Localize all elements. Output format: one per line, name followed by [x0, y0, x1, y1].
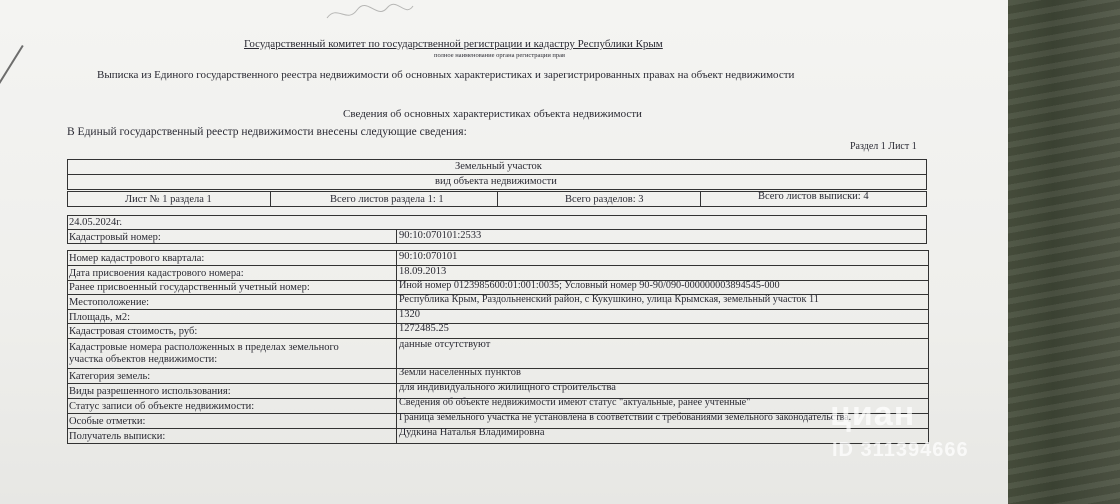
cadastral-number-value: 90:10:070101:2533: [399, 230, 482, 241]
row-label-assign-date: Дата присвоения кадастрового номера:: [69, 268, 244, 279]
sheet-number: Лист № 1 раздела 1: [125, 194, 212, 205]
object-type-caption: вид объекта недвижимости: [435, 176, 557, 187]
row-value-land-category: Земли населенных пунктов: [399, 367, 521, 378]
row-value-previous-number: Иной номер 0123985600:01:001:0035; Условный номер 90-90/090-000000003894545-000: [399, 280, 780, 291]
row-label-previous-number: Ранее присвоенный государственный учетный номер:: [69, 282, 310, 293]
row-label-permitted-use: Виды разрешенного использования:: [69, 386, 231, 397]
cian-logo: циан: [830, 395, 916, 433]
row-value-quarter: 90:10:070101: [399, 251, 458, 262]
row-value-recipient: Дудкина Наталья Владимировна: [399, 427, 545, 438]
row-value-special-notes: Граница земельного участка не установлена в соответствии с требованиями земельного законодательства.: [399, 412, 852, 423]
intro-text: В Единый государственный реестр недвижимости внесены следующие сведения:: [67, 126, 467, 138]
committee-name: Государственный комитет по государственной регистрации и кадастру Республики Крым: [244, 38, 663, 50]
total-sheets-section: Всего листов раздела 1: 1: [330, 194, 444, 205]
scribble-mark: [325, 0, 415, 26]
row-label-quarter: Номер кадастрового квартала:: [69, 253, 205, 264]
listing-id: ID 311394666: [832, 439, 969, 461]
object-type: Земельный участок: [455, 161, 542, 172]
row-value-record-status: Сведения об объекте недвижимости имеют статус "актуальные, ранее учтенные": [399, 397, 751, 408]
issue-date: 24.05.2024г.: [69, 217, 122, 228]
row-value-permitted-use: для индивидуального жилищного строительства: [399, 382, 616, 393]
row-value-cadastral-value: 1272485.25: [399, 323, 449, 334]
row-label-recipient: Получатель выписки:: [69, 431, 166, 442]
extract-title: Выписка из Единого государственного реестра недвижимости об основных характеристиках и зарегистрированных правах на объект недвижимости: [97, 69, 795, 81]
row-label-location: Местоположение:: [69, 297, 150, 308]
row-value-area: 1320: [399, 309, 420, 320]
row-label-special-notes: Особые отметки:: [69, 416, 146, 427]
row-label-cadastral-value: Кадастровая стоимость, руб:: [69, 326, 198, 337]
total-sheets-extract: Всего листов выписки: 4: [758, 191, 869, 202]
row-value-assign-date: 18.09.2013: [399, 266, 447, 277]
cadastral-number-label: Кадастровый номер:: [69, 232, 161, 243]
committee-caption: полное наименование органа регистрации прав: [434, 52, 566, 59]
row-label-record-status: Статус записи об объекте недвижимости:: [69, 401, 255, 412]
row-label-land-category: Категория земель:: [69, 371, 151, 382]
row-value-objects: данные отсутствуют: [399, 339, 491, 350]
section-sheet-label: Раздел 1 Лист 1: [850, 141, 917, 152]
row-label-objects-line2: участка объектов недвижимости:: [69, 354, 218, 365]
row-value-location: Республика Крым, Раздольненский район, с Кукушкино, улица Крымская, земельный участок 11: [399, 294, 819, 305]
info-title: Сведения об основных характеристиках объекта недвижимости: [343, 108, 642, 120]
row-label-objects: Кадастровые номера расположенных в пределах земельного: [69, 342, 339, 353]
total-sections: Всего разделов: 3: [565, 194, 644, 205]
row-label-area: Площадь, м2:: [69, 312, 131, 323]
background-surface: [1008, 0, 1120, 504]
